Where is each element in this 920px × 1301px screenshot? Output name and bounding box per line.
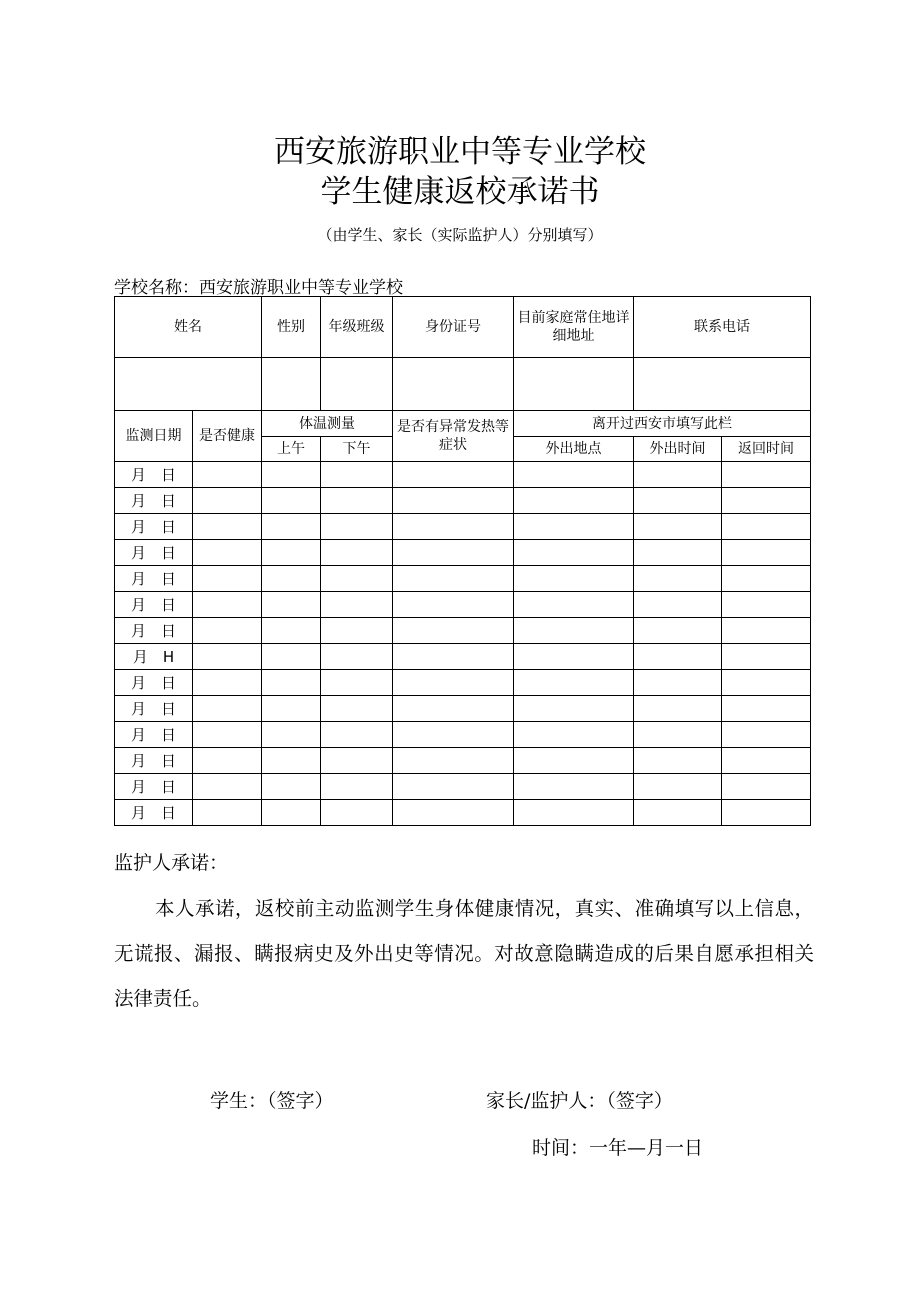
healthy-cell[interactable] [193, 462, 262, 488]
daily-monitor-rows [115, 462, 811, 826]
id-number-entry-cell[interactable] [393, 358, 514, 411]
fill-instruction: （由学生、家长（实际监护人）分别填写） [317, 226, 603, 244]
fever-cell[interactable] [393, 592, 514, 618]
healthy-cell[interactable] [193, 618, 262, 644]
return-time-cell[interactable] [722, 696, 811, 722]
signature-date[interactable]: 时间：一年—月一日 [532, 1137, 704, 1159]
return-time-cell[interactable] [722, 592, 811, 618]
healthy-cell[interactable] [193, 670, 262, 696]
am-temp-cell[interactable] [262, 540, 321, 566]
return-time-cell[interactable] [722, 488, 811, 514]
header-left-xian: 离开过西安市填写此栏 [514, 411, 811, 437]
monitor-row [115, 462, 811, 488]
monitor-date-cell: 月 日 [115, 592, 193, 618]
am-temp-cell[interactable] [262, 722, 321, 748]
header-return-time: 返回时间 [722, 437, 811, 462]
out-place-cell[interactable] [514, 566, 634, 592]
am-temp-cell[interactable] [262, 696, 321, 722]
am-temp-cell[interactable] [262, 592, 321, 618]
monitor-row [115, 670, 811, 696]
am-temp-cell[interactable] [262, 488, 321, 514]
out-place-cell[interactable] [514, 800, 634, 826]
header-fever-symptoms: 是否有异常发热等症状 [393, 411, 514, 462]
healthy-cell[interactable] [193, 644, 262, 670]
school-name-value: 西安旅游职业中等专业学校 [199, 278, 403, 298]
monitor-date-cell: 月 日 [115, 774, 193, 800]
header-address: 目前家庭常住地详细地址 [514, 297, 634, 358]
return-time-cell[interactable] [722, 644, 811, 670]
out-place-cell[interactable] [514, 592, 634, 618]
monitor-date-cell: 月 日 [115, 566, 193, 592]
out-time-cell[interactable] [634, 644, 722, 670]
pm-temp-cell[interactable] [321, 488, 393, 514]
out-place-cell[interactable] [514, 462, 634, 488]
monitor-row [115, 774, 811, 800]
monitor-date-cell: 月 日 [115, 722, 193, 748]
header-id-number: 身份证号 [393, 297, 514, 358]
pledge-title: 监护人承诺： [114, 852, 229, 874]
gender-entry-cell[interactable] [262, 358, 321, 411]
fever-cell[interactable] [393, 670, 514, 696]
fever-cell[interactable] [393, 488, 514, 514]
pm-temp-cell[interactable] [321, 514, 393, 540]
header-am: 上午 [262, 437, 321, 462]
pm-temp-cell[interactable] [321, 644, 393, 670]
header-monitor-date: 监测日期 [115, 411, 193, 462]
monitor-row [115, 748, 811, 774]
fever-cell[interactable] [393, 800, 514, 826]
pm-temp-cell[interactable] [321, 462, 393, 488]
address-entry-cell[interactable] [514, 358, 634, 411]
healthy-cell[interactable] [193, 748, 262, 774]
pm-temp-cell[interactable] [321, 774, 393, 800]
monitor-row [115, 514, 811, 540]
monitor-date-cell: 月 H [115, 644, 193, 670]
header-gender: 性别 [262, 297, 321, 358]
monitor-date-cell: 月 日 [115, 488, 193, 514]
parent-signature[interactable]: 家长/监护人：（签字） [486, 1090, 673, 1112]
document-title: 西安旅游职业中等专业学校 [274, 134, 646, 170]
monitor-row [115, 618, 811, 644]
school-name-label: 学校名称： [114, 278, 199, 298]
grade-class-entry-cell[interactable] [321, 358, 393, 411]
return-time-cell[interactable] [722, 462, 811, 488]
fever-cell[interactable] [393, 748, 514, 774]
healthy-cell[interactable] [193, 800, 262, 826]
am-temp-cell[interactable] [262, 618, 321, 644]
monitor-date-cell: 月 日 [115, 670, 193, 696]
fever-cell[interactable] [393, 696, 514, 722]
out-place-cell[interactable] [514, 644, 634, 670]
fever-cell[interactable] [393, 618, 514, 644]
out-time-cell[interactable] [634, 462, 722, 488]
pledge-body: 本人承诺，返校前主动监测学生身体健康情况，真实、准确填写以上信息，无谎报、漏报、瞒报病史及外出史等情况。对故意隐瞒造成的后果自愿承担相关法律责任。 [114, 897, 814, 1010]
am-temp-cell[interactable] [262, 748, 321, 774]
header-phone: 联系电话 [634, 297, 811, 358]
fever-cell[interactable] [393, 722, 514, 748]
healthy-cell[interactable] [193, 696, 262, 722]
header-temperature: 体温测量 [262, 411, 393, 437]
return-time-cell[interactable] [722, 774, 811, 800]
out-place-cell[interactable] [514, 618, 634, 644]
return-time-cell[interactable] [722, 670, 811, 696]
monitor-row [115, 566, 811, 592]
monitor-row [115, 488, 811, 514]
fever-cell[interactable] [393, 566, 514, 592]
header-name: 姓名 [115, 297, 262, 358]
monitor-row [115, 696, 811, 722]
name-entry-cell[interactable] [115, 358, 262, 411]
out-time-cell[interactable] [634, 540, 722, 566]
out-time-cell[interactable] [634, 800, 722, 826]
header-grade-class: 年级班级 [321, 297, 393, 358]
pm-temp-cell[interactable] [321, 696, 393, 722]
fever-cell[interactable] [393, 540, 514, 566]
health-form-table [114, 296, 811, 826]
out-time-cell[interactable] [634, 618, 722, 644]
return-time-cell[interactable] [722, 800, 811, 826]
monitor-date-cell: 月 日 [115, 462, 193, 488]
am-temp-cell[interactable] [262, 514, 321, 540]
info-header-row [115, 297, 811, 358]
school-name-line [114, 273, 403, 298]
fever-cell[interactable] [393, 644, 514, 670]
header-is-healthy: 是否健康 [193, 411, 262, 462]
document-subtitle-title: 学生健康返校承诺书 [320, 174, 600, 210]
out-place-cell[interactable] [514, 774, 634, 800]
return-time-cell[interactable] [722, 514, 811, 540]
return-time-cell[interactable] [722, 722, 811, 748]
fever-cell[interactable] [393, 514, 514, 540]
monitor-row [115, 644, 811, 670]
out-time-cell[interactable] [634, 722, 722, 748]
healthy-cell[interactable] [193, 722, 262, 748]
monitor-date-cell: 月 日 [115, 696, 193, 722]
fever-cell[interactable] [393, 462, 514, 488]
monitor-row [115, 592, 811, 618]
pm-temp-cell[interactable] [321, 800, 393, 826]
healthy-cell[interactable] [193, 488, 262, 514]
healthy-cell[interactable] [193, 540, 262, 566]
out-place-cell[interactable] [514, 722, 634, 748]
phone-entry-cell[interactable] [634, 358, 811, 411]
out-place-cell[interactable] [514, 488, 634, 514]
return-time-cell[interactable] [722, 566, 811, 592]
out-place-cell[interactable] [514, 514, 634, 540]
out-time-cell[interactable] [634, 670, 722, 696]
out-place-cell[interactable] [514, 540, 634, 566]
out-time-cell[interactable] [634, 748, 722, 774]
return-time-cell[interactable] [722, 540, 811, 566]
out-time-cell[interactable] [634, 592, 722, 618]
out-time-cell[interactable] [634, 488, 722, 514]
pm-temp-cell[interactable] [321, 748, 393, 774]
out-place-cell[interactable] [514, 670, 634, 696]
monitor-date-cell: 月 日 [115, 748, 193, 774]
pm-temp-cell[interactable] [321, 540, 393, 566]
monitor-date-cell: 月 日 [115, 618, 193, 644]
monitor-date-cell: 月 日 [115, 514, 193, 540]
header-out-time: 外出时间 [634, 437, 722, 462]
pm-temp-cell[interactable] [321, 566, 393, 592]
healthy-cell[interactable] [193, 566, 262, 592]
healthy-cell[interactable] [193, 592, 262, 618]
info-entry-row [115, 358, 811, 411]
monitor-row [115, 722, 811, 748]
out-place-cell[interactable] [514, 748, 634, 774]
am-temp-cell[interactable] [262, 800, 321, 826]
header-pm: 下午 [321, 437, 393, 462]
am-temp-cell[interactable] [262, 566, 321, 592]
healthy-cell[interactable] [193, 514, 262, 540]
am-temp-cell[interactable] [262, 670, 321, 696]
monitor-date-cell: 月 日 [115, 540, 193, 566]
header-out-place: 外出地点 [514, 437, 634, 462]
pm-temp-cell[interactable] [321, 670, 393, 696]
return-time-cell[interactable] [722, 618, 811, 644]
am-temp-cell[interactable] [262, 644, 321, 670]
out-time-cell[interactable] [634, 566, 722, 592]
out-place-cell[interactable] [514, 696, 634, 722]
student-signature[interactable]: 学生：（签字） [210, 1090, 334, 1112]
monitor-header-row [115, 411, 811, 437]
pm-temp-cell[interactable] [321, 618, 393, 644]
am-temp-cell[interactable] [262, 462, 321, 488]
am-temp-cell[interactable] [262, 774, 321, 800]
pm-temp-cell[interactable] [321, 722, 393, 748]
monitor-row [115, 800, 811, 826]
monitor-date-cell: 月 日 [115, 800, 193, 826]
out-time-cell[interactable] [634, 696, 722, 722]
out-time-cell[interactable] [634, 774, 722, 800]
monitor-row [115, 540, 811, 566]
fever-cell[interactable] [393, 774, 514, 800]
return-time-cell[interactable] [722, 748, 811, 774]
pm-temp-cell[interactable] [321, 592, 393, 618]
out-time-cell[interactable] [634, 514, 722, 540]
healthy-cell[interactable] [193, 774, 262, 800]
